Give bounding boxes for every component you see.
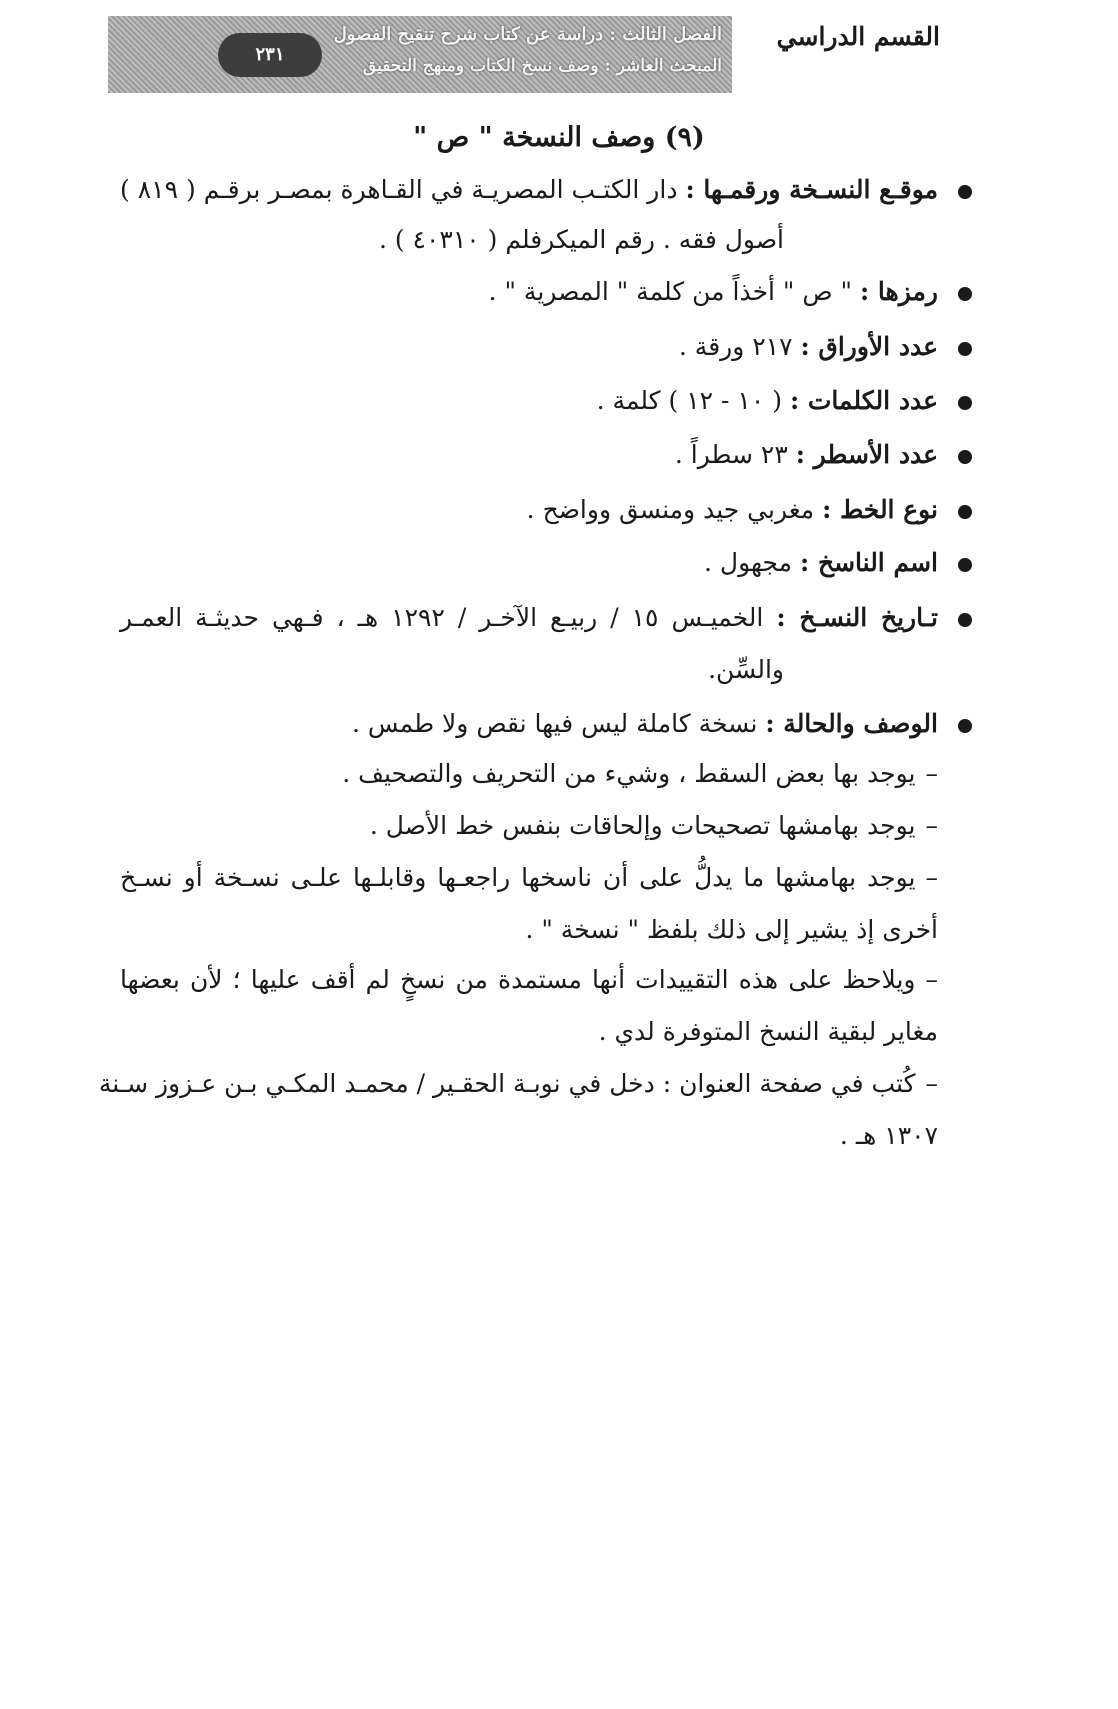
dash-marker: – [925,863,938,892]
dash-marker: – [925,1069,938,1098]
page-number: ٢٣١ [218,33,322,77]
entry-label: عدد الأوراق : [800,332,938,361]
section-label: القسم الدراسي [776,22,940,51]
section-title: (٩) وصف النسخة " ص " [413,122,705,153]
entry-words [597,383,938,419]
entry-copyist [704,545,938,581]
topic-line: المبحث العاشر : وصف نسخ الكتاب ومنهج التحقيق [362,56,722,76]
entry-text: الخميـس ١٥ / ربيـع الآخـر / ١٢٩٢ هـ ، فـهي حديثـة العمـر [120,603,764,632]
note-item [370,808,938,844]
entry-label: نوع الخط : [822,495,938,524]
note-text: ويلاحظ على هذه التقييدات أنها مستمدة من نسخٍ لم أقف عليها ؛ لأن بعضها [120,965,916,994]
entry-text: مغربي جيد ومنسق وواضح . [526,495,815,524]
entry-label: اسم الناسخ : [800,548,938,577]
note-item [120,860,938,896]
note-text: يوجد بهامشها تصحيحات وإلحاقات بنفس خط الأصل . [369,811,916,840]
bullet-icon [958,613,972,627]
entry-script [527,492,938,528]
bullet-icon [958,505,972,519]
dash-marker: – [925,965,938,994]
entry-label: رمزها : [860,277,938,306]
note-text-cont: ١٣٠٧ هـ . [839,1121,938,1150]
chapter-line: الفصل الثالث : دراسة عن كتاب شرح تنقيح الفصول [333,24,722,45]
entry-description [352,706,938,742]
entry-location-cont: أصول فقه . رقم الميكرفلم ( ٤٠٣١٠ ) . [378,225,784,254]
bullet-icon [958,396,972,410]
entry-text: مجهول . [704,548,793,577]
bullet-icon [958,558,972,572]
entry-date [120,600,938,636]
entry-text: دار الكتـب المصريـة في القـاهرة بمصـر برقـم ( ٨١٩ ) [120,175,678,204]
bullet-icon [958,185,972,199]
bullet-icon [958,450,972,464]
bullet-icon [958,287,972,301]
entry-label: موقـع النسـخة ورقمـها : [685,175,938,204]
entry-location [120,172,938,208]
entry-label: تـاريخ النسـخ : [776,603,939,632]
note-item [120,962,938,998]
note-text-cont: أخرى إذ يشير إلى ذلك بلفظ " نسخة " . [525,915,938,944]
page-header [108,16,944,93]
entry-text: " ص " أخذاً من كلمة " المصرية " . [488,277,853,306]
entry-date-cont: والسِّن. [708,655,784,684]
entry-label: عدد الأسطر : [795,440,938,469]
entry-text: نسخة كاملة ليس فيها نقص ولا طمس . [351,709,758,738]
entry-text: ٢١٧ ورقة . [678,332,793,361]
entry-symbol [489,274,938,310]
entry-label: عدد الكلمات : [789,386,938,415]
entry-lines [675,437,938,473]
note-text: يوجد بها بعض السقط ، وشيء من التحريف والتصحيف . [342,759,916,788]
note-item [98,1066,938,1102]
dash-marker: – [925,811,938,840]
note-text: كُتب في صفحة العنوان : دخل في نوبـة الحقـير / محمـد المكـي بـن عـزوز سـنة [98,1069,916,1098]
entry-text: ٢٣ سطراً . [674,440,788,469]
dash-marker: – [925,759,938,788]
bullet-icon [958,719,972,733]
entry-label: الوصف والحالة : [765,709,938,738]
bullet-icon [958,342,972,356]
entry-text: ( ١٠ - ١٢ ) كلمة . [596,386,782,415]
note-text: يوجد بهامشها ما يدلُّ على أن ناسخها راجعـها وقابلـها علـى نسـخة أو نسـخ [120,863,916,892]
note-text-cont: مغاير لبقية النسخ المتوفرة لدي . [598,1017,938,1046]
note-item [342,756,938,792]
entry-leaves [679,329,938,365]
header-label-area [732,16,944,93]
